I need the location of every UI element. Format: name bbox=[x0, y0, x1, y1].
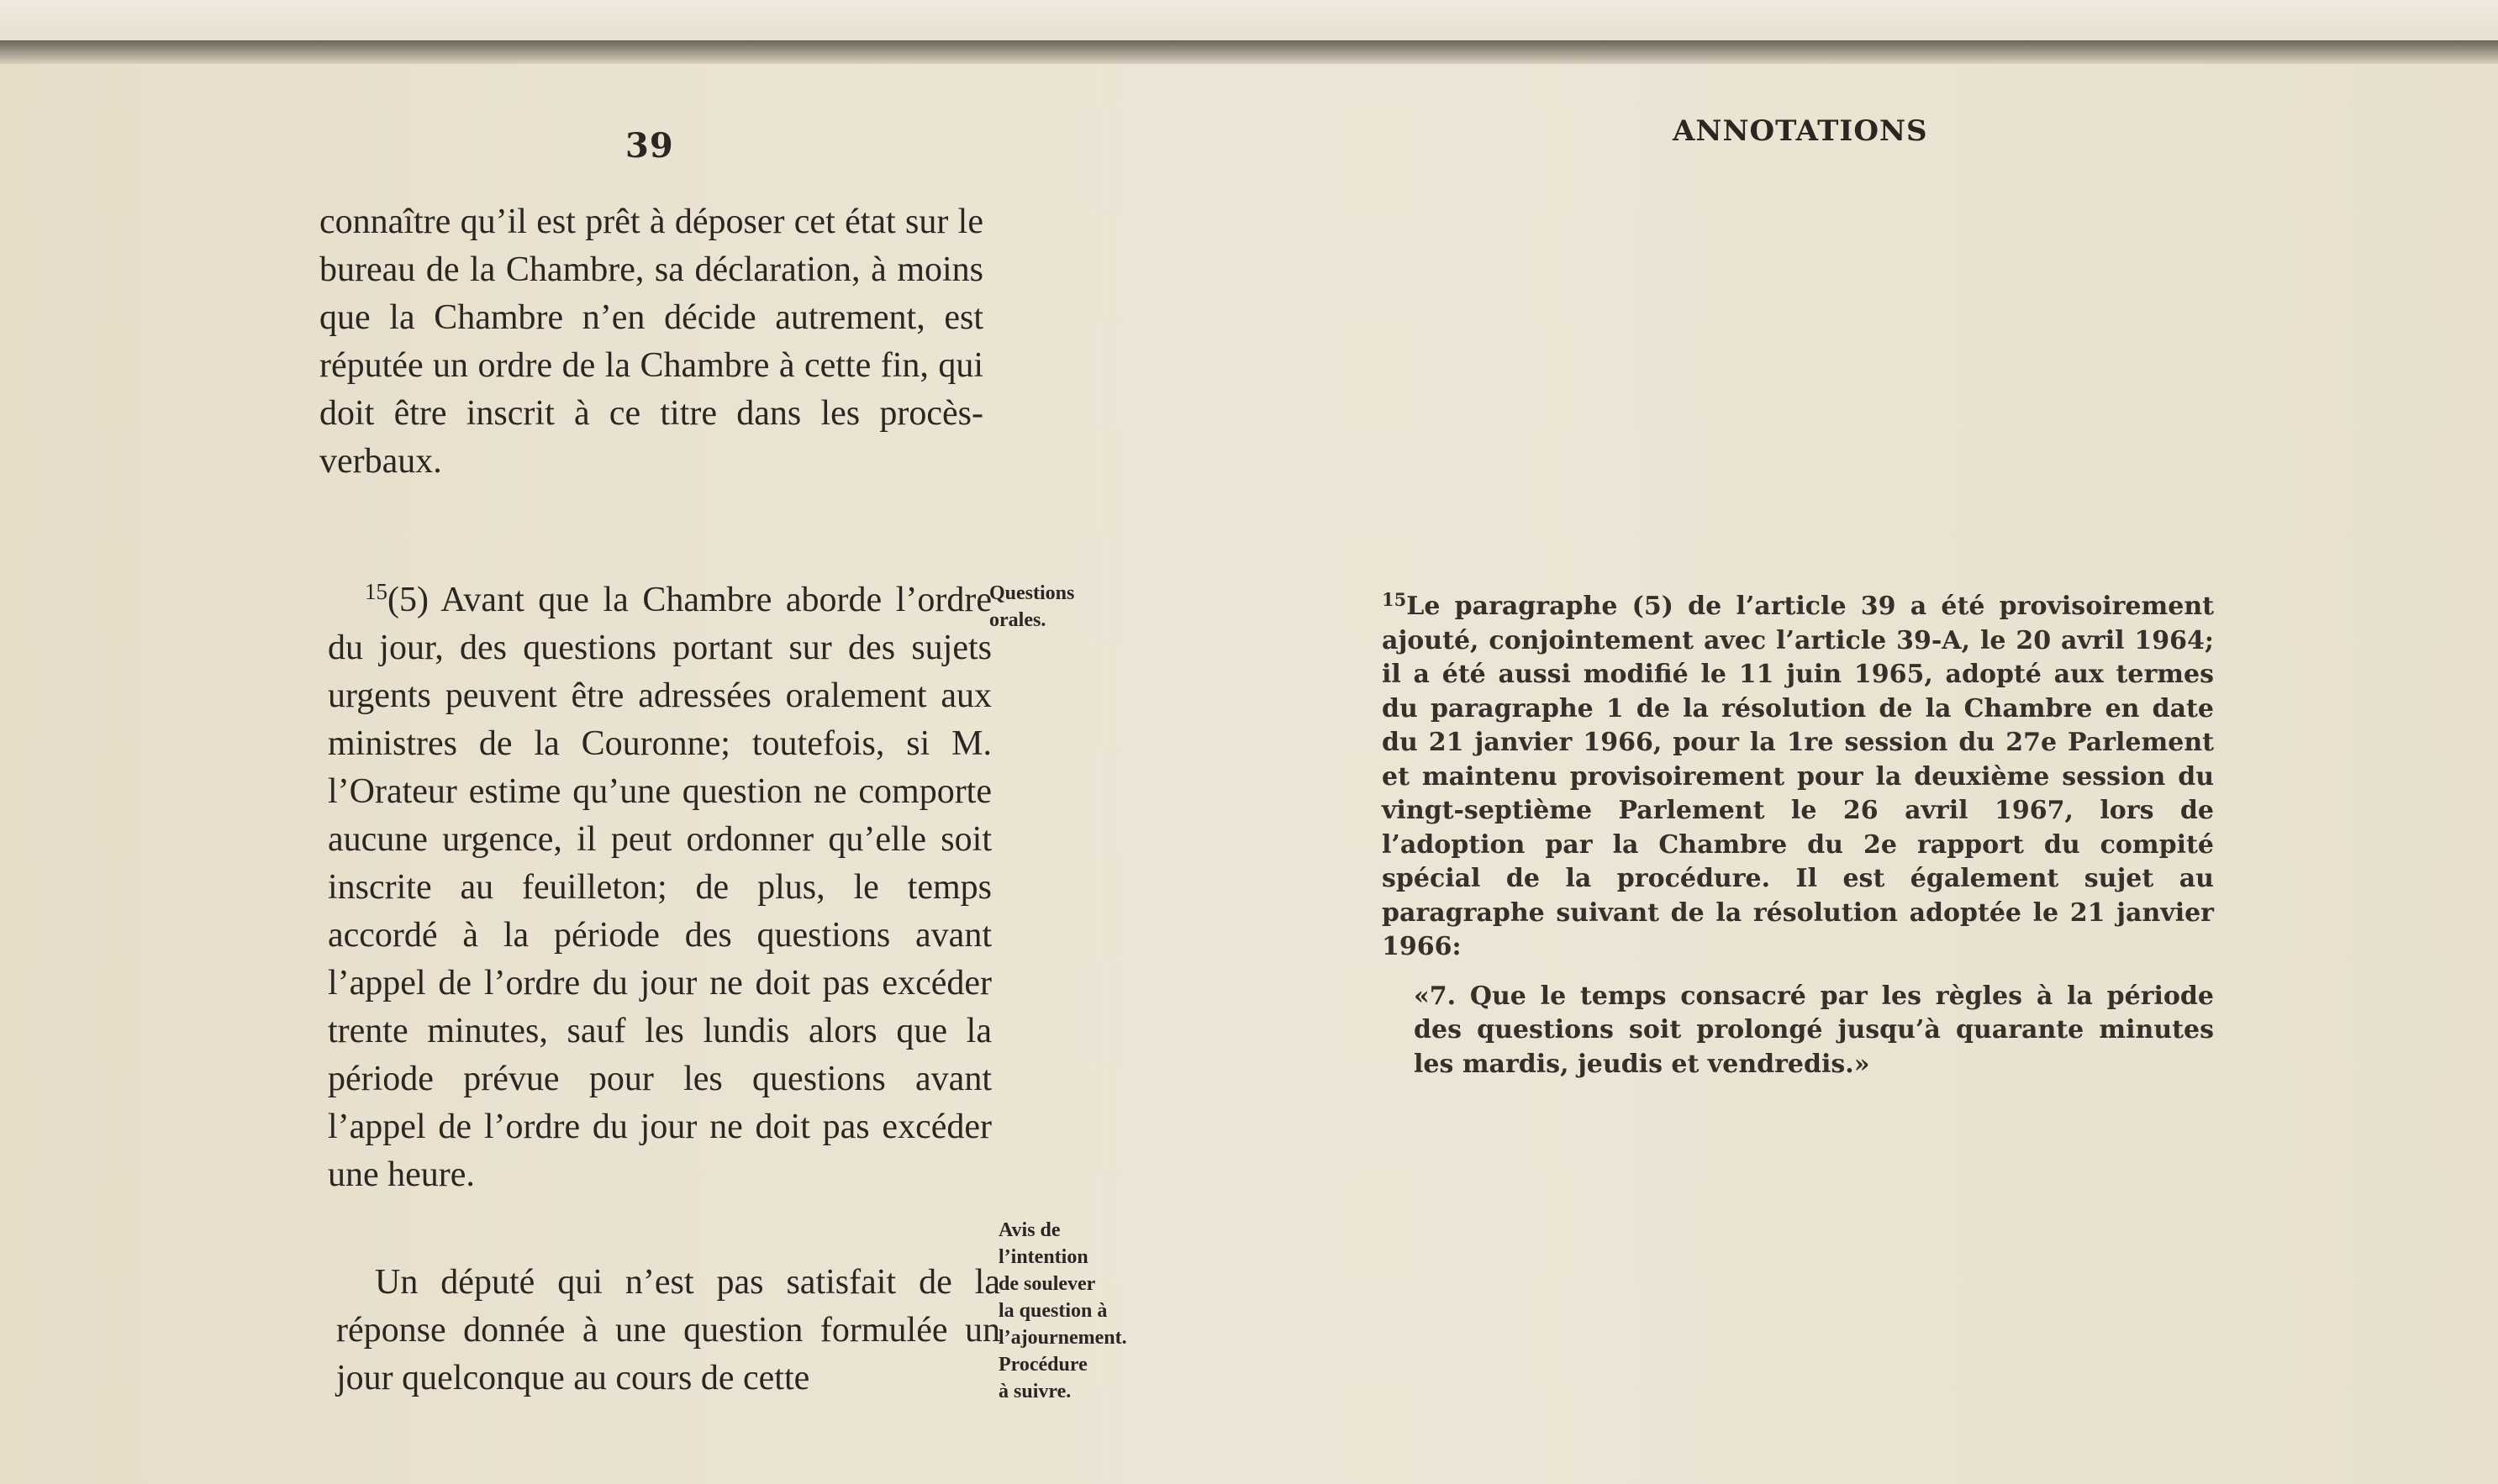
paragraph-body: (5) Avant que la Chambre aborde l’ordre du jour, des questions portant sur des sujets urgents peuvent être adressées oralement aux ministres de la Couronne; toutefois, si M. l’Orateur estime qu’une question ne comporte aucune urgence, il peut ordonner qu’elle soit inscrite au feuilleton; de plus, le temps accordé à la période des questions avant l’appel de l’ordre du jour ne doit pas excéder trente minutes, sauf les lundis alors que la période prévue pour les questions avant l’appel de l’ordre du jour ne doit pas excéder une heure. bbox=[328, 581, 992, 1194]
paragraph-text: Un député qui n’est pas satisfait de la réponse donnée à une question formulée un jour quelconque au cours de cette bbox=[336, 1263, 1000, 1397]
body-paragraph-unsatisfied bbox=[336, 1259, 1000, 1402]
annotation-text bbox=[1382, 583, 2214, 965]
body-paragraph-continued bbox=[319, 198, 983, 486]
annotation-quote: «7. Que le temps consacré par les règles à la période des questions soit prolongé jusqu’à quarante minutes les mardis, jeudis et vendredis.» bbox=[1414, 981, 2214, 1079]
margin-note-adjournment: Avis de l’intention de soulever la question à l’ajournement. Procédure à suivre. bbox=[999, 1219, 1127, 1402]
running-head: ANNOTATIONS bbox=[1673, 114, 1928, 148]
paragraph-text bbox=[328, 568, 992, 1199]
footnote-reference: 15 bbox=[1382, 589, 1407, 610]
paragraph-text: connaître qu’il est prêt à déposer cet état sur le bureau de la Chambre, sa déclaration, à moins que la Chambre n’en décide autrement, est réputée un ordre de la Chambre à cette fin, qui doit être inscrit à ce titre dans les procès-verbaux. bbox=[319, 203, 983, 481]
page-number: 39 bbox=[625, 126, 674, 166]
body-paragraph-questions bbox=[328, 568, 992, 1199]
margin-note-questions: Questions orales. bbox=[989, 582, 1075, 631]
annotation-footnote bbox=[1382, 583, 2214, 1081]
annotation-body: Le paragraphe (5) de l’article 39 a été provisoirement ajouté, conjointement avec l’article 39-A, le 20 avril 1964; il a été aussi modifié le 11 juin 1965, adopté aux termes du paragraphe 1 de la résolution de la Chambre en date du 21 janvier 1966, pour la 1re session du 27e Parlement et maintenu provisoirement pour la deuxième session du vingt-septième Parlement le 26 avril 1967, lors de l’adoption par la Chambre du 2e rapport du compité spécial de la procédure. Il est également sujet au paragraphe suivant de la résolution adoptée le 21 janvier 1966: bbox=[1382, 592, 2214, 961]
book-binding-shadow bbox=[0, 40, 2498, 64]
previous-page-edge bbox=[0, 0, 2498, 40]
footnote-reference: 15 bbox=[365, 579, 387, 604]
